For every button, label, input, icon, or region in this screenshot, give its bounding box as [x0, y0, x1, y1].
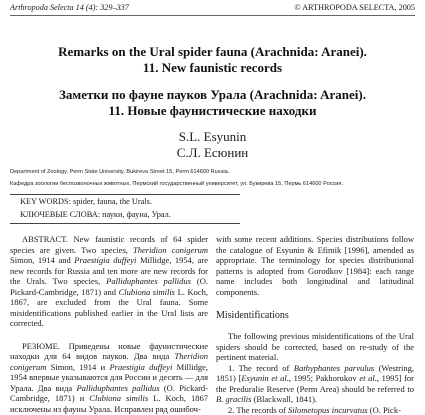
- resume-text-5: L. Koch, 1867 исключены из фауны Урала. Исправлен ряд ошибоч-: [10, 393, 208, 414]
- title-russian-line-2: 11. Новые фаунистические находки: [10, 103, 415, 119]
- right-column: [216, 234, 414, 415]
- item2-text-b: (O. Pick-: [370, 405, 401, 415]
- title-russian-line-1: Заметки по фауне пауков Урала (Arachnida: Aranei).: [10, 87, 415, 103]
- journal-citation: Arthropoda Selecta 14 (4): 329–337: [10, 3, 129, 13]
- species-name: Theridion conigerum: [10, 351, 208, 372]
- species-name: Bathyphantes parvulus: [294, 363, 374, 373]
- resume-text-3: Millidge, 1954 впервые указываются для России и десять — для Урала. Два вида: [10, 362, 208, 393]
- left-column: [10, 234, 208, 414]
- copyright-notice: © ARTHROPODA SELECTA, 2005: [294, 3, 415, 13]
- resume-label: РЕЗЮМЕ.: [22, 341, 60, 351]
- keywords-rule-bottom: [10, 223, 240, 224]
- title-russian: [10, 87, 415, 119]
- species-name: Palliduphantes pallidus: [106, 276, 191, 286]
- resume-text-4: (O. Pickard-Cambridge, 1871) и: [10, 383, 208, 404]
- intro-continuation: with some recent additions. Species distributions follow the catalogue of Esyunin & Efimik [1996], amended as appropriate. The terminology for species distributional patterns is adopted from Gorodkov [1984]: each range name includes both longitudinal and latitudinal components.: [216, 234, 414, 297]
- species-name: Clubiona similis: [89, 393, 148, 403]
- keywords-russian: КЛЮЧЕВЫЕ СЛОВА: пауки, фауна, Урал.: [20, 210, 171, 220]
- resume-text-2: Simon, 1914 и: [51, 362, 105, 372]
- reference-author: Esyunin et al: [241, 373, 286, 383]
- affiliation-english: Department of Zoology, Perm State University, Bukireva Street 15, Perm 614600 Russia.: [10, 168, 415, 176]
- running-header: [10, 3, 415, 13]
- author-russian: С.Л. Есюнин: [10, 145, 415, 161]
- species-name: Clubiona similis: [119, 287, 175, 297]
- keywords-english: KEY WORDS: spider, fauna, the Urals.: [20, 197, 152, 207]
- item1-text-a: 1. The record of: [228, 363, 289, 373]
- reference-etal: et al: [359, 373, 374, 383]
- abstract-text-3: Millidge, 1954, are new records for Russia and ten more are new records for the Urals. Two species,: [10, 255, 208, 286]
- section-heading: Misidentifications: [216, 310, 414, 322]
- abstract-text-1: New faunistic records of 64 spider species are given. Two species,: [10, 234, 208, 255]
- keywords-rule-top: [10, 194, 240, 195]
- item1-text-c: ., 1995; Pakhorukov: [287, 373, 357, 383]
- species-name: Theridion conigerum: [133, 245, 208, 255]
- title-english-line-2: 11. New faunistic records: [10, 60, 415, 76]
- abstract-text-4: (O. Pickard-Cambridge, 1871) and: [10, 276, 208, 297]
- item1-text-b: (Westring, 1851) [: [216, 363, 414, 384]
- species-name: Silometopus incurvatus: [288, 405, 368, 415]
- title-english: [10, 44, 415, 76]
- list-item-2: [216, 405, 414, 415]
- author-english: S.L. Esyunin: [10, 129, 415, 145]
- abstract-text-2: Simon, 1914 and: [10, 255, 71, 265]
- misidentifications-paragraph: The following previous misidentifications of the Ural spiders should be corrected, based on re-study of the pertinent material.: [216, 331, 414, 363]
- resume-paragraph: [10, 341, 208, 415]
- species-name: Praestigia duffeyi: [109, 362, 172, 372]
- title-english-line-1: Remarks on the Ural spider fauna (Arachnida: Aranei).: [10, 44, 415, 60]
- item1-text-e: (Blackwall, 1841).: [254, 394, 318, 404]
- item2-text-a: 2. The records of: [228, 405, 286, 415]
- species-name: Praestigia duffeyi: [74, 255, 136, 265]
- species-name: B. gracilis: [216, 394, 251, 404]
- header-rule: [10, 15, 415, 16]
- resume-text-1: Приведены новые фаунистические находки для 64 видов пауков. Два вида: [10, 341, 208, 362]
- affiliation-russian: Кафедра зоологии беспозвоночных животных, Пермский государственный университет, ул. Букирева 15, Пермь 614600 Россия.: [10, 180, 415, 188]
- abstract-paragraph: [10, 234, 208, 329]
- abstract-text-5: L. Koch, 1867, are excluded from the Ural fauna. Some misidentifications published earlier in the Ural lists are corrected.: [10, 287, 208, 329]
- species-name: Palliduphantes pallidus: [76, 383, 159, 393]
- list-item-1: [216, 363, 414, 405]
- item1-text-d: ., 1995] for the Preduralie Reserve (Perm Area) should be referred to: [216, 373, 414, 394]
- abstract-label: ABSTRACT.: [22, 234, 68, 244]
